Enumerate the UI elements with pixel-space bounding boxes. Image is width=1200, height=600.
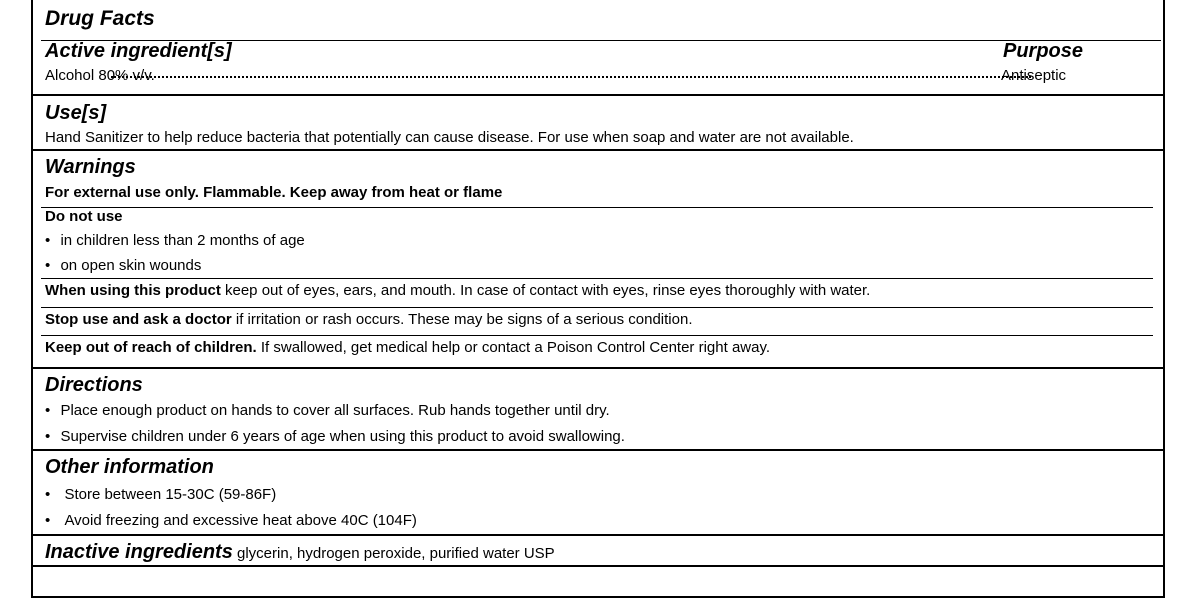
when-using-line <box>45 283 870 298</box>
drug-facts-title: Drug Facts <box>45 7 155 30</box>
other-info-item <box>45 487 276 502</box>
warnings-divider-2 <box>41 278 1153 279</box>
do-not-use-item-text: in children less than 2 months of age <box>60 232 305 249</box>
other-info-item-text: Store between 15-30C (59-86F) <box>64 486 277 503</box>
bullet: • <box>45 486 51 503</box>
bullet: • <box>45 512 51 529</box>
warnings-heading: Warnings <box>45 156 136 178</box>
uses-text: Hand Sanitizer to help reduce bacteria that potentially can cause disease. For use when soap and water are not available. <box>45 129 854 146</box>
section-divider-other <box>33 449 1163 451</box>
do-not-use-item <box>45 233 305 248</box>
purpose-heading: Purpose <box>1003 40 1084 62</box>
do-not-use-item-text: on open skin wounds <box>60 257 202 274</box>
warnings-divider-4 <box>41 335 1153 336</box>
inactive-ingredients-text: glycerin, hydrogen peroxide, purified water USP <box>232 545 555 562</box>
external-use-warning: For external use only. Flammable. Keep away from heat or flame <box>45 184 503 201</box>
section-divider-inactive <box>33 534 1163 536</box>
directions-item <box>45 403 610 418</box>
leader-dots <box>111 76 1031 78</box>
section-divider-warnings <box>33 149 1163 151</box>
drug-facts-panel <box>31 0 1165 598</box>
when-using-label: When using this product <box>45 282 221 299</box>
keep-out-label: Keep out of reach of children. <box>45 339 257 356</box>
section-divider-bottom <box>33 565 1163 567</box>
section-divider-directions <box>33 367 1163 369</box>
inactive-ingredients-heading: Inactive ingredients <box>45 541 233 563</box>
keep-out-line <box>45 340 770 355</box>
directions-item-text: Supervise children under 6 years of age when using this product to avoid swallowing. <box>60 428 625 445</box>
section-divider-uses <box>33 94 1163 96</box>
stop-use-label: Stop use and ask a doctor <box>45 311 232 328</box>
do-not-use-item <box>45 258 201 273</box>
uses-heading: Use[s] <box>45 102 107 124</box>
directions-heading: Directions <box>45 374 143 396</box>
active-ingredients-heading: Active ingredient[s] <box>45 40 232 62</box>
stop-use-line <box>45 312 693 327</box>
when-using-text: keep out of eyes, ears, and mouth. In case of contact with eyes, rinse eyes thoroughly with water. <box>220 282 871 299</box>
bullet: • <box>45 428 51 445</box>
inactive-ingredients-line <box>45 542 555 562</box>
keep-out-text: If swallowed, get medical help or contact a Poison Control Center right away. <box>256 339 771 356</box>
directions-item-text: Place enough product on hands to cover all surfaces. Rub hands together until dry. <box>60 402 610 419</box>
warnings-divider-3 <box>41 307 1153 308</box>
other-info-item-text: Avoid freezing and excessive heat above 40C (104F) <box>64 512 417 529</box>
bullet: • <box>45 232 51 249</box>
other-info-heading: Other information <box>45 456 214 478</box>
bullet: • <box>45 257 51 274</box>
stop-use-text: if irritation or rash occurs. These may be signs of a serious condition. <box>231 311 693 328</box>
directions-item <box>45 429 625 444</box>
other-info-item <box>45 513 417 528</box>
do-not-use-label: Do not use <box>45 208 123 225</box>
warnings-divider-1 <box>41 207 1153 208</box>
bullet: • <box>45 402 51 419</box>
purpose-value: Antiseptic <box>1001 67 1067 84</box>
active-ingredient: Alcohol 80% v/v. <box>45 67 155 84</box>
